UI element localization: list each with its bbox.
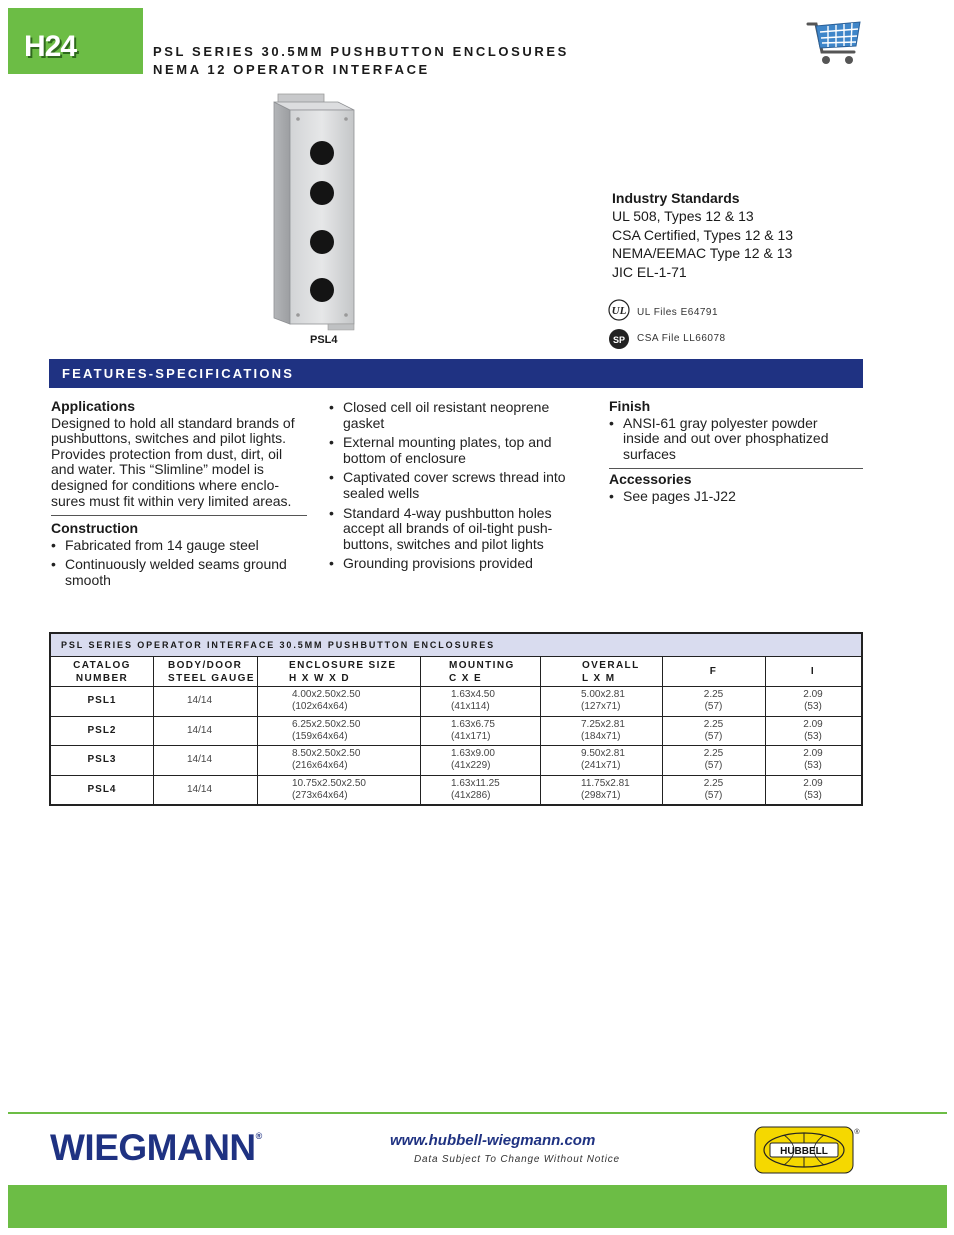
column-header-gauge: BODY/DOOR STEEL GAUGE [168, 660, 255, 684]
table-cell-size: 6.25x2.50x2.50 (159x64x64) [292, 719, 361, 742]
table-cell-catalog: PSL3 [87, 754, 117, 765]
table-cell-mounting: 1.63x11.25 (41x286) [451, 778, 500, 801]
column-divider [420, 657, 421, 804]
divider [609, 468, 863, 469]
table-cell-gauge: 14/14 [187, 784, 213, 795]
table-cell-f: 2.25 (57) [703, 719, 724, 742]
applications-heading: Applications [51, 398, 136, 414]
row-divider [51, 745, 861, 746]
applications-text: Designed to hold all standard brands of pushbuttons, switches and pilot lights. Provides protection from dust, dirt, oil and water. This “Slimline” model is designed for conditions where enclo- sures must fit within very limited areas. [51, 414, 295, 509]
page-code: H24 [24, 30, 77, 63]
table-cell-overall: 5.00x2.81 (127x71) [581, 689, 625, 712]
table-cell-size: 8.50x2.50x2.50 (216x64x64) [292, 748, 361, 771]
shopping-cart-icon[interactable] [806, 18, 864, 68]
list-item: • Continuously welded seams ground smooth [51, 557, 305, 588]
column-header-catalog: CATALOG NUMBER [73, 660, 131, 684]
table-cell-gauge: 14/14 [187, 695, 213, 706]
standard-item: NEMA/EEMAC Type 12 & 13 [612, 245, 793, 261]
csa-certified-icon [608, 328, 630, 350]
list-item: • Standard 4-way pushbutton holes accept all brands of oil-tight push-buttons, switches and pilot lights [329, 506, 576, 553]
list-item: • Grounding provisions provided [329, 556, 576, 572]
page-code-badge [8, 8, 143, 74]
csa-file-number: CSA File LL66078 [637, 333, 726, 344]
features-bar-title: FEATURES-SPECIFICATIONS [62, 366, 295, 381]
footer-bar [8, 1185, 947, 1228]
table-cell-catalog: PSL2 [87, 725, 117, 736]
table-cell-overall: 11.75x2.81 (298x71) [581, 778, 630, 801]
list-item: • Captivated cover screws thread into sealed wells [329, 470, 576, 501]
table-cell-overall: 9.50x2.81 (241x71) [581, 748, 625, 771]
accessories-list [609, 489, 863, 505]
standard-item: CSA Certified, Types 12 & 13 [612, 227, 794, 243]
svg-text:UL: UL [611, 305, 627, 317]
page-title-line1: PSL SERIES 30.5MM PUSHBUTTON ENCLOSURES [153, 44, 569, 59]
table-cell-mounting: 1.63x9.00 (41x229) [451, 748, 495, 771]
hubbell-logo[interactable] [754, 1126, 860, 1174]
standard-item: UL 508, Types 12 & 13 [612, 208, 754, 224]
row-divider [51, 775, 861, 776]
table-cell-overall: 7.25x2.81 (184x71) [581, 719, 625, 742]
hubbell-logo-text: HUBBELL [780, 1146, 828, 1157]
spec-table [49, 632, 863, 806]
standard-item: JIC EL-1-71 [612, 264, 687, 280]
table-cell-size: 10.75x2.50x2.50 (273x64x64) [292, 778, 366, 801]
table-cell-mounting: 1.63x4.50 (41x114) [451, 689, 495, 712]
footer-divider [8, 1112, 947, 1114]
table-cell-f: 2.25 (57) [703, 689, 724, 712]
finish-heading: Finish [609, 398, 651, 414]
table-cell-f: 2.25 (57) [703, 748, 724, 771]
column-divider [257, 657, 258, 804]
svg-text:®: ® [854, 1129, 860, 1136]
list-item: • External mounting plates, top and bottom of enclosure [329, 435, 576, 466]
features-column-middle [329, 399, 576, 576]
table-cell-i: 2.09 (53) [803, 778, 823, 801]
column-header-i: I [810, 666, 816, 677]
page-title-line2: NEMA 12 OPERATOR INTERFACE [153, 62, 430, 77]
standards-heading: Industry Standards [612, 190, 740, 206]
table-cell-gauge: 14/14 [187, 754, 213, 765]
features-column-right [609, 399, 863, 509]
disclaimer-text: Data Subject To Change Without Notice [414, 1154, 620, 1165]
column-header-enclosure-size: ENCLOSURE SIZE H X W X D [289, 660, 397, 684]
table-cell-i: 2.09 (53) [803, 719, 823, 742]
table-cell-catalog: PSL4 [87, 784, 117, 795]
website-link[interactable]: www.hubbell-wiegmann.com [390, 1132, 596, 1149]
table-cell-i: 2.09 (53) [803, 689, 823, 712]
product-caption: PSL4 [310, 334, 338, 346]
table-cell-gauge: 14/14 [187, 725, 213, 736]
features-section-bar [49, 359, 863, 388]
column-header-f: F [709, 666, 718, 677]
divider [51, 515, 307, 516]
construction-heading: Construction [51, 520, 139, 537]
features-list [329, 400, 576, 572]
row-divider [51, 686, 861, 687]
svg-text:SP: SP [612, 335, 626, 345]
finish-list [609, 416, 863, 463]
row-divider [51, 716, 861, 717]
ul-file-number: UL Files E64791 [637, 307, 719, 318]
column-divider [153, 657, 154, 804]
table-cell-catalog: PSL1 [87, 695, 117, 706]
list-item: • ANSI-61 gray polyester powder inside and out over phosphatized surfaces [609, 416, 851, 463]
list-item: • Closed cell oil resistant neoprene gasket [329, 400, 576, 431]
wiegmann-logo[interactable]: WIEGMANN® [50, 1127, 262, 1168]
product-photo-psl4 [262, 92, 372, 332]
table-cell-mounting: 1.63x6.75 (41x171) [451, 719, 495, 742]
ul-listed-icon [608, 299, 630, 321]
list-item: • See pages J1-J22 [609, 489, 863, 505]
construction-list [51, 538, 307, 589]
accessories-heading: Accessories [609, 471, 692, 488]
features-column-left [51, 399, 307, 593]
list-item: • Fabricated from 14 gauge steel [51, 538, 307, 554]
column-header-mounting: MOUNTING C X E [449, 660, 515, 684]
table-title: PSL SERIES OPERATOR INTERFACE 30.5MM PUSHBUTTON ENCLOSURES [61, 640, 496, 650]
table-cell-size: 4.00x2.50x2.50 (102x64x64) [292, 689, 361, 712]
column-header-overall: OVERALL L X M [582, 660, 640, 684]
column-divider [540, 657, 541, 804]
table-cell-f: 2.25 (57) [703, 778, 724, 801]
table-title-bar [51, 634, 861, 657]
table-cell-i: 2.09 (53) [803, 748, 823, 771]
